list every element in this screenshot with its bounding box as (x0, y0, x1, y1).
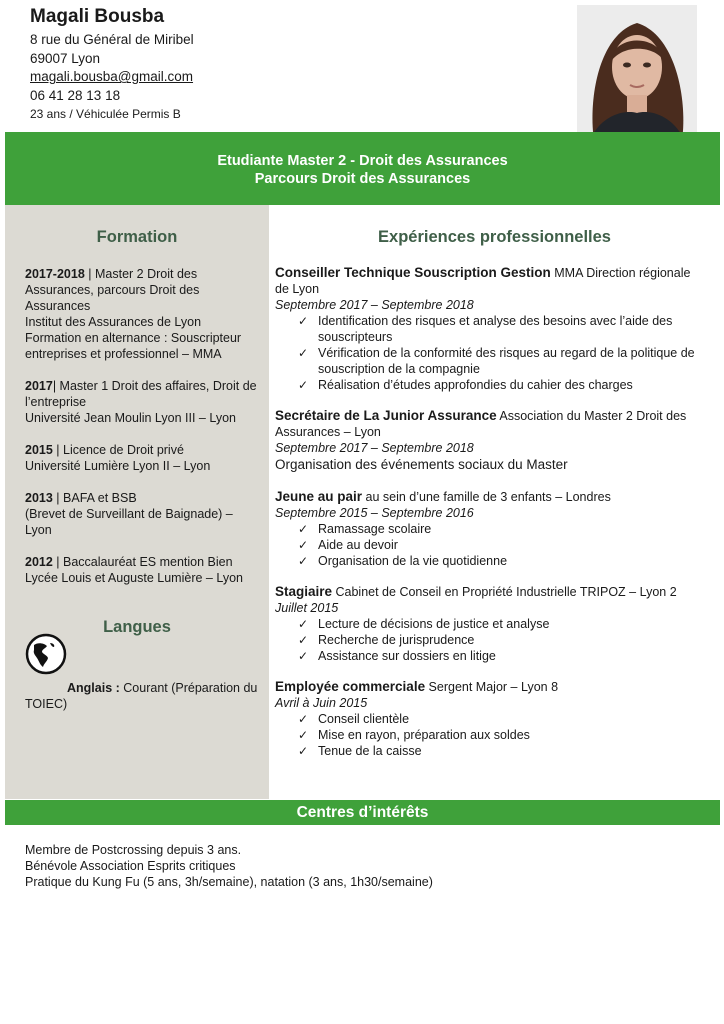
job-title: Jeune au pair (275, 489, 363, 504)
candidate-name: Magali Bousba (30, 6, 165, 27)
formation-year: 2017-2018 (25, 267, 85, 281)
job-title: Conseiller Technique Souscription Gestion (275, 265, 551, 280)
experiences-heading: Expériences professionnelles (378, 228, 611, 246)
job-organization: MMA Direction régionale de Lyon (275, 266, 691, 296)
task-item: ✓ Mise en rayon, préparation aux soldes (298, 727, 706, 743)
job-organization: Cabinet de Conseil en Propriété Industrielle TRIPOZ – Lyon 2 (332, 585, 677, 599)
formation-year: 2017 (25, 379, 53, 393)
sidebar-column (5, 205, 269, 799)
task-item: ✓ Identification des risques et analyse des besoins avec l’aide des souscripteurs (298, 313, 706, 345)
separator: | (52, 443, 64, 457)
job-period: Septembre 2017 – Septembre 2018 (275, 298, 474, 312)
formation-degree: Master 1 Droit des affaires, Droit de l’entreprise (25, 379, 257, 409)
formation-detail: Université Jean Moulin Lyon III – Lyon (25, 411, 236, 425)
job-period: Septembre 2017 – Septembre 2018 (275, 441, 474, 455)
formation-item (25, 378, 261, 426)
address-line-1: 8 rue du Général de Miribel (30, 32, 194, 47)
formation-detail: (Brevet de Surveillant de Baignade) – Lyon (25, 507, 233, 537)
formation-degree: Master 2 Droit des Assurances, parcours Droit des Assurances (25, 267, 200, 313)
formation-heading: Formation (96, 228, 178, 246)
task-item: ✓ Tenue de la caisse (298, 743, 706, 759)
job-period: Avril à Juin 2015 (275, 696, 368, 710)
formation-degree: BAFA et BSB (63, 491, 137, 505)
formation-year: 2012 (25, 555, 53, 569)
formation-item (25, 490, 261, 538)
job-title: Stagiaire (275, 584, 333, 599)
separator: | (52, 379, 60, 393)
task-item: ✓ Recherche de jurisprudence (298, 632, 706, 648)
task-list (275, 313, 706, 393)
formation-detail: Formation en alternance : Souscripteur entreprises et professionnel – MMA (25, 331, 242, 361)
formation-year: 2015 (25, 443, 53, 457)
interest-item: Membre de Postcrossing depuis 3 ans. (25, 843, 242, 857)
main-column (269, 205, 720, 799)
task-list (275, 711, 706, 759)
interest-item: Pratique du Kung Fu (5 ans, 3h/semaine), natation (3 ans, 1h30/semaine) (25, 875, 433, 889)
experience-item (275, 679, 706, 759)
position-subtitle: Parcours Droit des Assurances (254, 171, 471, 187)
interest-item: Bénévole Association Esprits critiques (25, 859, 236, 873)
task-item: ✓ Ramassage scolaire (298, 521, 706, 537)
separator: | (52, 491, 64, 505)
address-line-2: 69007 Lyon (30, 50, 101, 66)
experience-item (275, 584, 706, 664)
task-item: ✓ Vérification de la conformité des risques au regard de la politique de souscription de la compagnie (298, 345, 706, 377)
formation-detail: Lycée Louis et Auguste Lumière – Lyon (25, 571, 243, 585)
task-item: ✓ Lecture de décisions de justice et analyse (298, 616, 706, 632)
separator: | (52, 555, 64, 569)
job-description: Organisation des événements sociaux du Master (275, 457, 568, 472)
interests-heading: Centres d’intérêts (5, 800, 720, 825)
formation-item (25, 442, 261, 474)
job-organization: Sergent Major – Lyon 8 (425, 680, 559, 694)
task-item: ✓ Réalisation d’études approfondies du cahier des charges (298, 377, 706, 393)
position-title-band (5, 132, 720, 205)
separator: | (84, 267, 95, 281)
task-item: ✓ Organisation de la vie quotidienne (298, 553, 706, 569)
experience-item (275, 408, 706, 474)
phone-number: 06 41 28 13 18 (30, 87, 121, 103)
language-entry (25, 680, 265, 712)
formation-degree: Licence de Droit privé (63, 443, 184, 457)
formation-degree: Baccalauréat ES mention Bien (63, 555, 233, 569)
formation-detail: Université Lumière Lyon II – Lyon (25, 459, 211, 473)
formation-year: 2013 (25, 491, 53, 505)
personal-details: 23 ans / Véhiculée Permis B (30, 107, 181, 122)
language-name: Anglais : (67, 681, 120, 695)
job-period: Septembre 2015 – Septembre 2016 (275, 506, 474, 520)
job-period: Juillet 2015 (275, 601, 339, 615)
experience-item (275, 265, 706, 393)
position-title: Etudiante Master 2 - Droit des Assurances (217, 153, 508, 169)
profile-photo (577, 5, 697, 147)
task-item: ✓ Conseil clientèle (298, 711, 706, 727)
formation-list (5, 266, 269, 586)
formation-item (25, 554, 261, 586)
task-list (275, 521, 706, 569)
task-item: ✓ Aide au devoir (298, 537, 706, 553)
job-title: Employée commerciale (275, 679, 426, 694)
experience-item (275, 489, 706, 569)
task-item: ✓ Assistance sur dossiers en litige (298, 648, 706, 664)
langues-heading: Langues (103, 618, 171, 636)
job-organization: Association du Master 2 Droit des Assurances – Lyon (275, 409, 687, 439)
email-link[interactable]: magali.bousba@gmail.com (30, 69, 194, 85)
experience-list (269, 265, 720, 759)
language-level: Courant (Préparation du TOIEC) (25, 681, 258, 711)
contact-block (30, 31, 194, 124)
task-list (275, 616, 706, 664)
interests-list (25, 842, 433, 890)
formation-detail: Institut des Assurances de Lyon (25, 315, 202, 329)
job-title: Secrétaire de La Junior Assurance (275, 408, 497, 423)
globe-icon (25, 633, 67, 675)
formation-item (25, 266, 261, 362)
job-organization: au sein d’une famille de 3 enfants – Londres (362, 490, 611, 504)
